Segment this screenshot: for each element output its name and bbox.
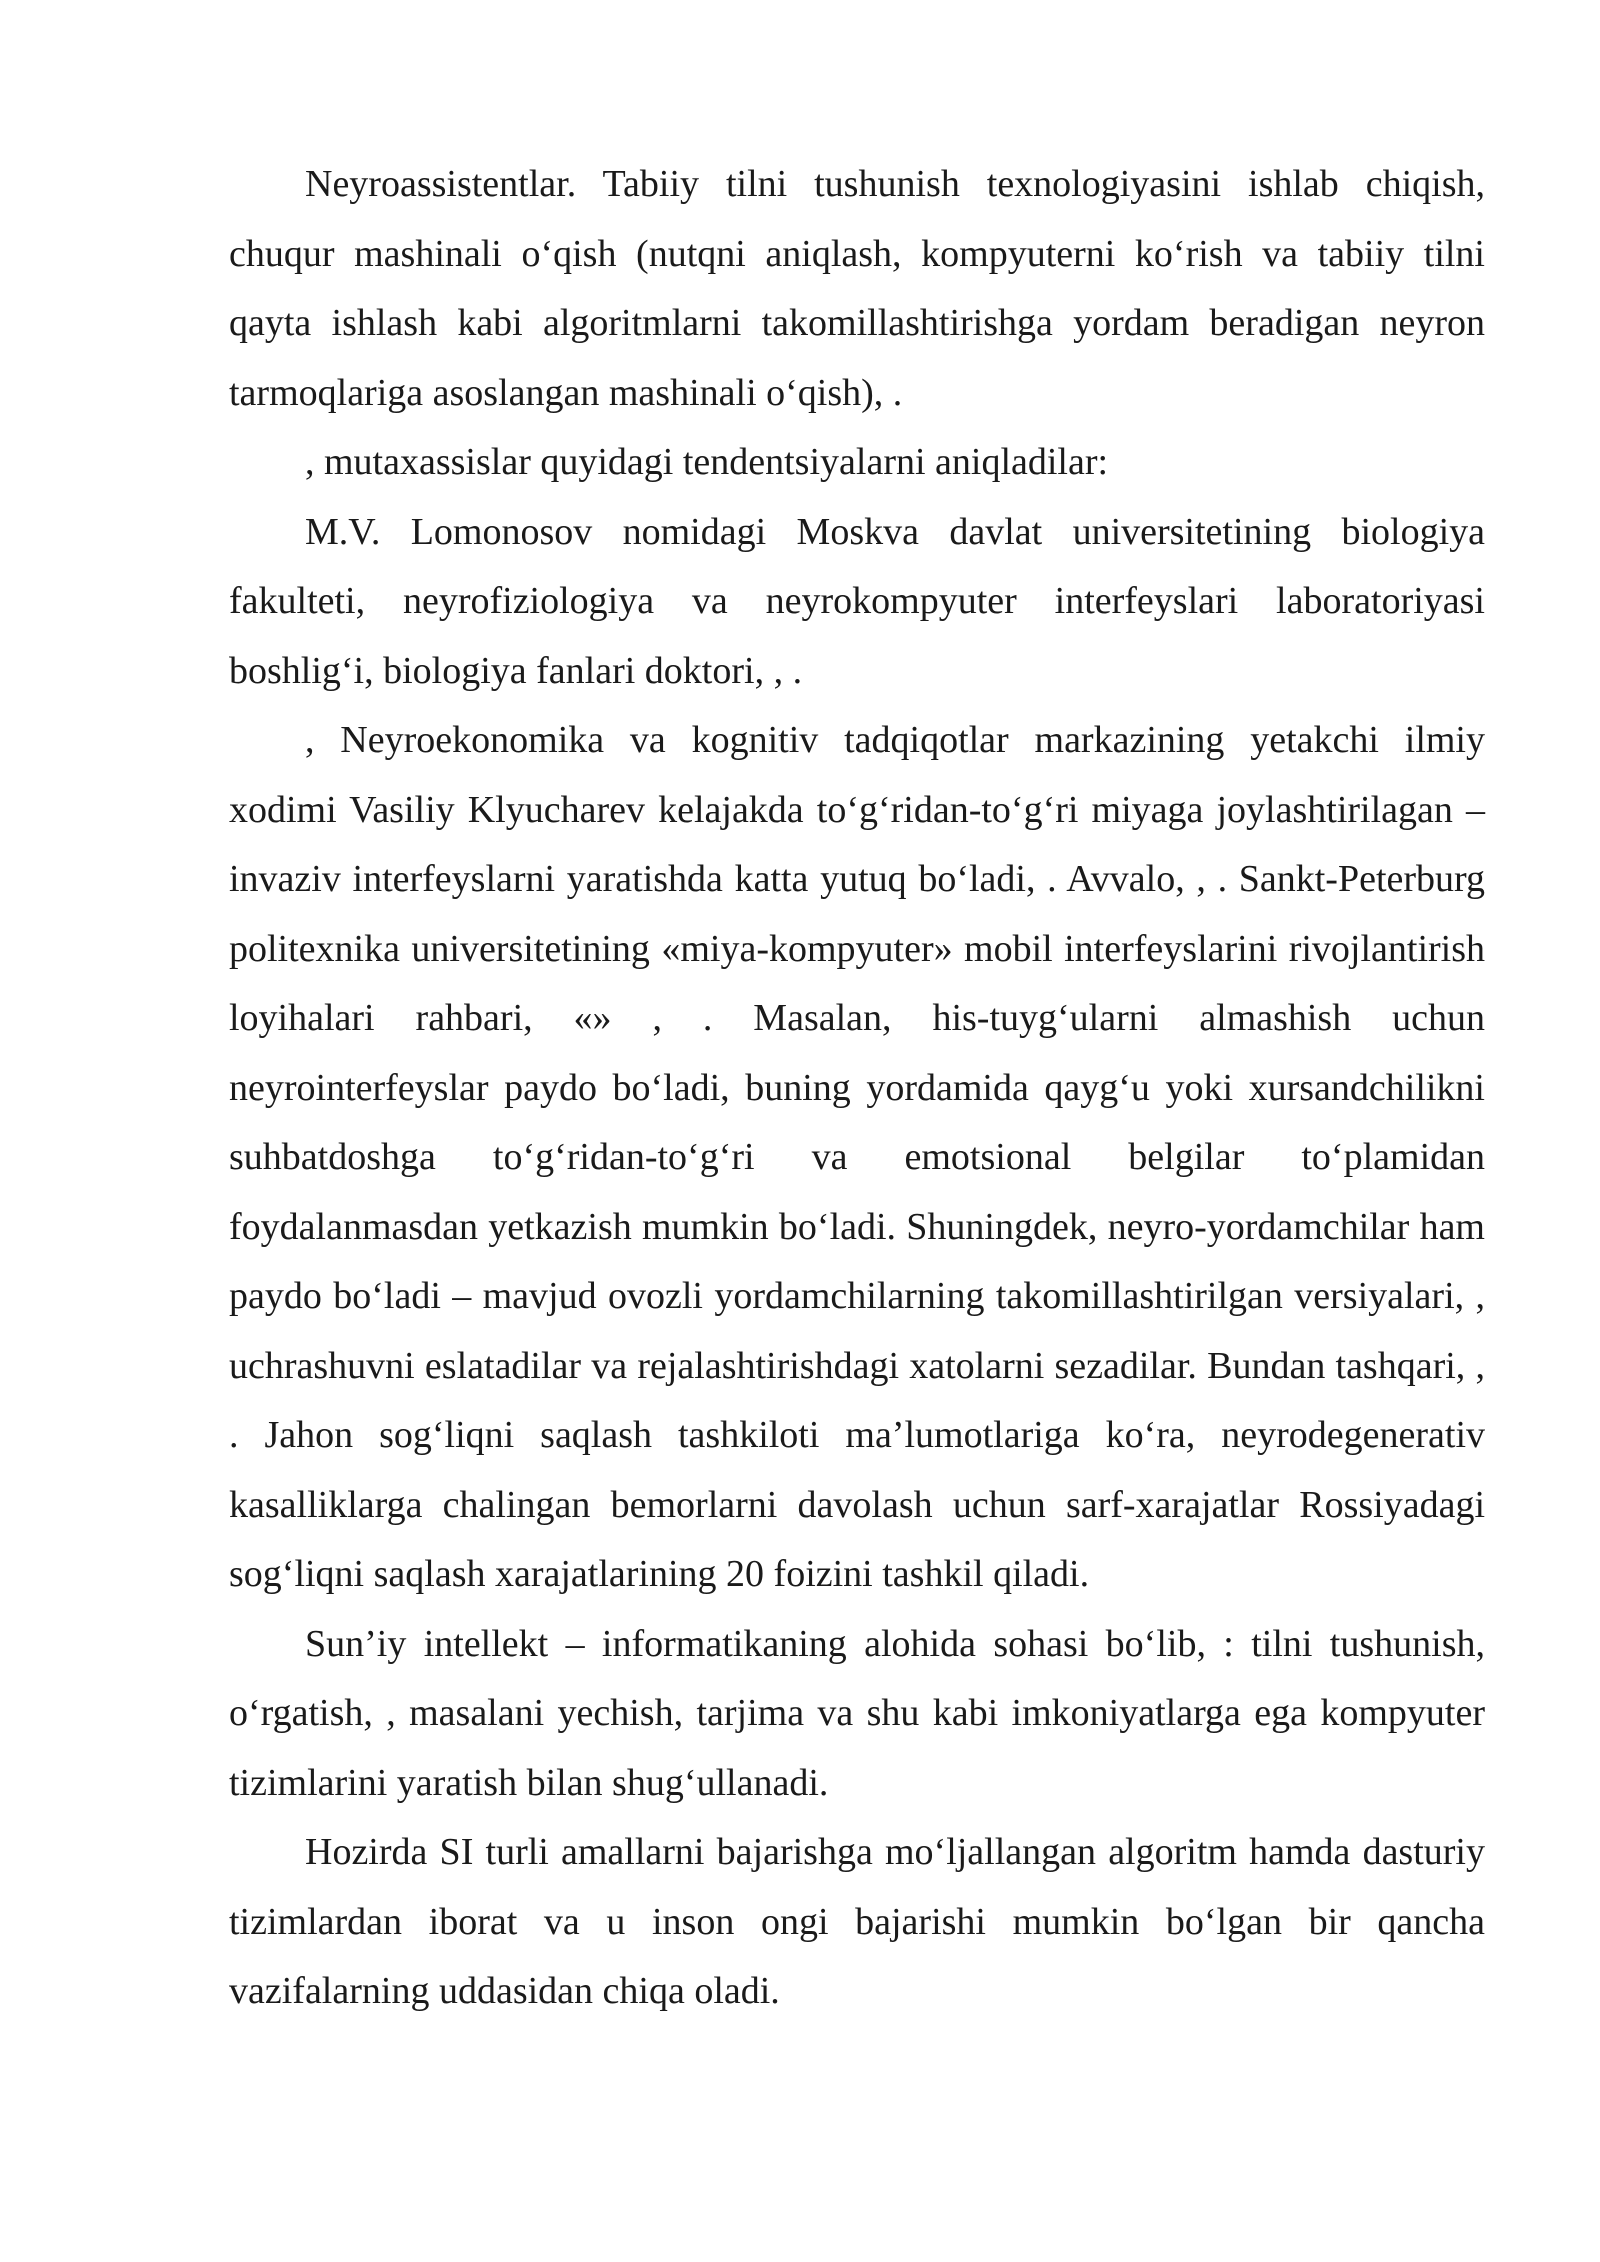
- paragraph-neyroassistentlar: Neyroassistentlar. Tabiiy tilni tushunish texnologiyasini ishlab chiqish, chuqur mashinali o‘qish (nutqni aniqlash, kompyuterni ko‘rish va tabiiy tilni qayta ishlash kabi algoritmlarni takomillashtirishga yordam beradigan neyron tarmoqlariga asoslangan mashinali o‘qish), .: [229, 163, 1485, 414]
- paragraph-trends-intro: , mutaxassislar quyidagi tendentsiyalarni aniqladilar:: [305, 441, 1109, 483]
- paragraph-hozirda-si: Hozirda SI turli amallarni bajarishga mo‘ljallangan algoritm hamda dasturiy tizimlardan iborat va u inson ongi bajarishi mumkin bo‘lgan bir qancha vazifalarning uddasidan chiqa oladi.: [229, 1831, 1485, 2012]
- paragraph-neyroekonomika: , Neyroekonomika va kognitiv tadqiqotlar markazining yetakchi ilmiy xodimi Vasiliy Klyucharev kelajakda to‘g‘ridan-to‘g‘ri miyaga joylashtirilagan – invaziv interfeyslarni yaratishda katta yutuq bo‘ladi, . Avvalo, , . Sankt-Peterburg politexnika universitetining «miya-kompyuter» mobil interfeyslarini rivojlantirish loyihalari rahbari, «» , . Masalan, his-tuyg‘ularni almashish uchun neyrointerfeyslar paydo bo‘ladi, buning yordamida qayg‘u yoki xursandchilikni suhbatdoshga to‘g‘ridan-to‘g‘ri va emotsional belgilar to‘plamidan foydalanmasdan yetkazish mumkin bo‘ladi. Shuningdek, neyro-yordamchilar ham paydo bo‘ladi – mavjud ovozli yordamchilarning takomillashtirilgan versiyalari, , uchrashuvni eslatadilar va rejalashtirishdagi xatolarni sezadilar. Bundan tashqari, , . Jahon sog‘liqni saqlash tashkiloti ma’lumotlariga ko‘ra, neyrodegenerativ kasalliklarga chalingan bemorlarni davolash uchun sarf-xarajatlar Rossiyadagi sog‘liqni saqlash xarajatlarining 20 foizini tashkil qiladi.: [229, 719, 1485, 1595]
- paragraph-suniy-intellekt: Sun’iy intellekt – informatikaning alohida sohasi bo‘lib, : tilni tushunish, o‘rgatish, , masalani yechish, tarjima va shu kabi imkoniyatlarga ega kompyuter tizimlarini yaratish bilan shug‘ullanadi.: [229, 1622, 1485, 1804]
- body-text: [229, 150, 1485, 2027]
- paragraph-lomonosov: M.V. Lomonosov nomidagi Moskva davlat universitetining biologiya fakulteti, neyrofiziologiya va neyrokompyuter interfeyslari laboratoriyasi boshlig‘i, biologiya fanlari doktori, , .: [229, 510, 1485, 692]
